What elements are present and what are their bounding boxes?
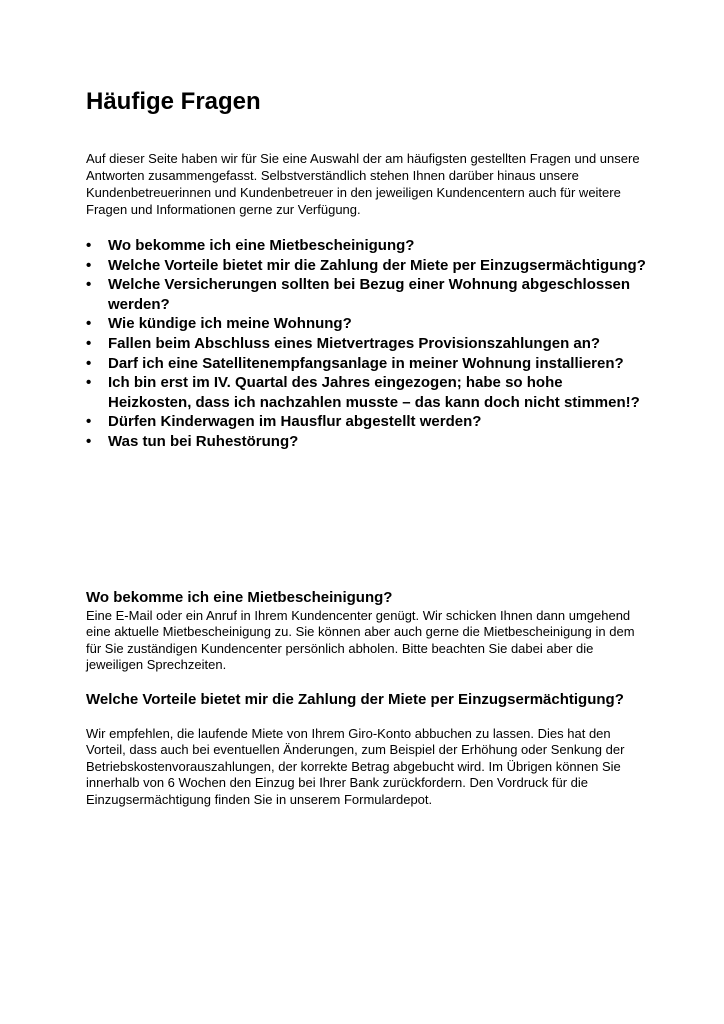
faq-question-text: Dürfen Kinderwagen im Hausflur abgestellt werden? xyxy=(108,413,482,431)
answer-heading: Welche Vorteile bietet mir die Zahlung der Miete per Einzugsermächtigung? xyxy=(86,691,624,708)
faq-question-text: Wo bekomme ich eine Mietbescheinigung? xyxy=(108,237,415,254)
faq-question-text: Ich bin erst im IV. Quartal des Jahres eingezogen; habe so hohe Heizkosten, dass ich nachzahlen musste – das kann doch nicht stimmen!? xyxy=(108,374,640,411)
bullet-icon: • xyxy=(86,315,92,333)
faq-list-item xyxy=(86,275,646,314)
answer-text: Wir empfehlen, die laufende Miete von Ihrem Giro-Konto abbuchen zu lassen. Dies hat den Vorteil, dass auch bei eventuellen Änderungen, zum Beispiel der Erhöhung oder Senkung der Betriebskostenvorauszahlungen, der korrekte Betrag abgebucht wird. Im Übrigen können Sie innerhalb von 6 Wochen den Einzug bei Ihrer Bank zurückfordern. Den Vordruck für die Einzugsermächtigung finden Sie in unserem Formulardepot. xyxy=(86,725,625,807)
bullet-icon: • xyxy=(86,432,92,450)
faq-list-item xyxy=(86,314,646,334)
bullet-icon: • xyxy=(86,334,92,352)
faq-question-text: Darf ich eine Satellitenempfangsanlage in meiner Wohnung installieren? xyxy=(108,354,624,372)
bullet-icon: • xyxy=(86,354,92,372)
faq-list-item xyxy=(86,432,646,452)
faq-question-text: Welche Vorteile bietet mir die Zahlung der Miete per Einzugsermächtigung? xyxy=(108,256,646,274)
bullet-icon: • xyxy=(86,413,92,431)
faq-question-text: Wie kündige ich meine Wohnung? xyxy=(108,315,352,333)
faq-list-item xyxy=(86,236,646,256)
page-title: Häufige Fragen xyxy=(86,88,261,115)
faq-list-item xyxy=(86,256,646,276)
faq-list-item xyxy=(86,354,646,374)
answer-section-mietbescheinigung xyxy=(86,588,646,674)
answer-text: Eine E-Mail oder ein Anruf in Ihrem Kundencenter genügt. Wir schicken Ihnen dann umgehend eine aktuelle Mietbescheinigung zu. Sie können aber auch gerne die Mietbescheinigung in dem für Sie zuständigen Kundencenter persönlich abholen. Bitte beachten Sie dabei aber die jeweiligen Sprechzeiten. xyxy=(86,607,635,672)
bullet-icon: • xyxy=(86,374,92,392)
intro-paragraph: Auf dieser Seite haben wir für Sie eine Auswahl der am häufigsten gestellten Fragen und unsere Antworten zusammengefasst. Selbstverständlich stehen Ihnen darüber hinaus unsere Kundenbetreuerinnen und Kundenbetreuer in den jeweiligen Kundencentern auch für weitere Fragen und Informationen gerne zur Verfügung. xyxy=(86,151,640,217)
faq-list-item xyxy=(86,373,646,412)
bullet-icon: • xyxy=(86,256,92,274)
answer-section-einzugsermaechtigung xyxy=(86,690,646,808)
faq-question-text: Welche Versicherungen sollten bei Bezug einer Wohnung abgeschlossen werden? xyxy=(108,276,631,313)
faq-list-item xyxy=(86,334,646,354)
faq-question-list xyxy=(86,236,646,452)
faq-question-text: Was tun bei Ruhestörung? xyxy=(108,432,299,450)
answer-heading: Wo bekomme ich eine Mietbescheinigung? xyxy=(86,589,393,606)
bullet-icon: • xyxy=(86,276,92,294)
faq-list-item xyxy=(86,412,646,432)
faq-question-text: Fallen beim Abschluss eines Mietvertrages Provisionszahlungen an? xyxy=(108,334,601,352)
bullet-icon: • xyxy=(86,237,92,254)
